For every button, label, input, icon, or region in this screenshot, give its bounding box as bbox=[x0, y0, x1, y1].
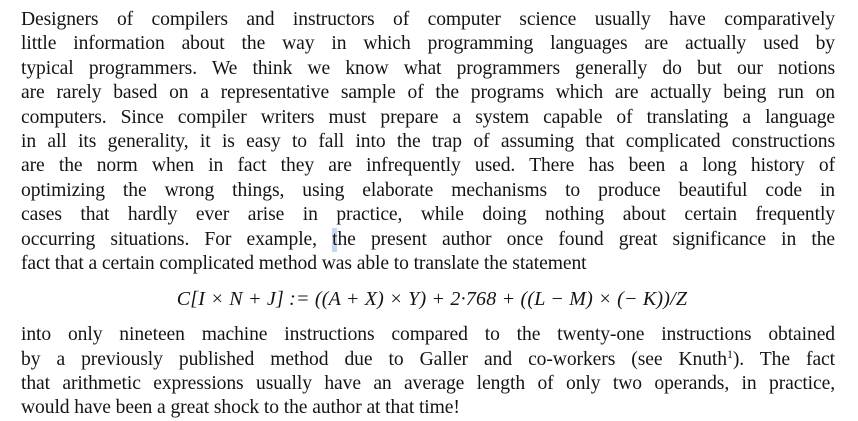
text-segment: he present author once found great significance in the bbox=[337, 228, 835, 250]
text-cursor-highlight[interactable]: t bbox=[332, 228, 337, 252]
text-line: that arithmetic expressions usually have an average length of only two operands, in practice, bbox=[21, 373, 835, 395]
text-segment: ). The fact bbox=[732, 348, 835, 370]
text-line bbox=[21, 348, 835, 372]
text-line: cases that hardly ever arise in practice, while doing nothing about certain frequently bbox=[21, 204, 835, 226]
text-line: would have been a great shock to the author at that time! bbox=[21, 397, 460, 419]
text-line: fact that a certain complicated method was able to translate the statement bbox=[21, 252, 587, 274]
paragraph-2 bbox=[21, 323, 835, 421]
text-line: in all its generality, it is easy to fall into the trap of assuming that complicated constructions bbox=[21, 130, 835, 152]
text-segment: by a previously published method due to Galler and co-workers (see Knuth bbox=[21, 348, 727, 370]
text-line: computers. Since compiler writers must prepare a system capable of translating a language bbox=[21, 106, 835, 128]
text-line: are the norm when in fact they are infrequently used. There has been a long history of bbox=[21, 155, 835, 177]
citation-superscript: 1 bbox=[726, 346, 733, 361]
document-page bbox=[21, 8, 835, 421]
text-segment: occurring situations. For example, bbox=[21, 228, 333, 250]
text-line: typical programmers. We think we know what programmers generally do but our notions bbox=[21, 57, 835, 79]
text-line bbox=[21, 228, 835, 252]
text-line: Designers of compilers and instructors of computer science usually have comparatively bbox=[21, 9, 835, 30]
text-line: optimizing the wrong things, using elaborate mechanisms to produce beautiful code in bbox=[21, 179, 835, 201]
text-line: into only nineteen machine instructions compared to the twenty-one instructions obtained bbox=[21, 324, 835, 346]
math-formula: C[I × N + J] := ((A + X) × Y) + 2·768 + ((L − M) × (− K))/Z bbox=[176, 288, 688, 311]
paragraph-1 bbox=[21, 8, 835, 276]
text-line: little information about the way in which programming languages are actually used by bbox=[21, 33, 835, 55]
text-line: are rarely based on a representative sample of the programs which are actually being run on bbox=[21, 82, 835, 104]
